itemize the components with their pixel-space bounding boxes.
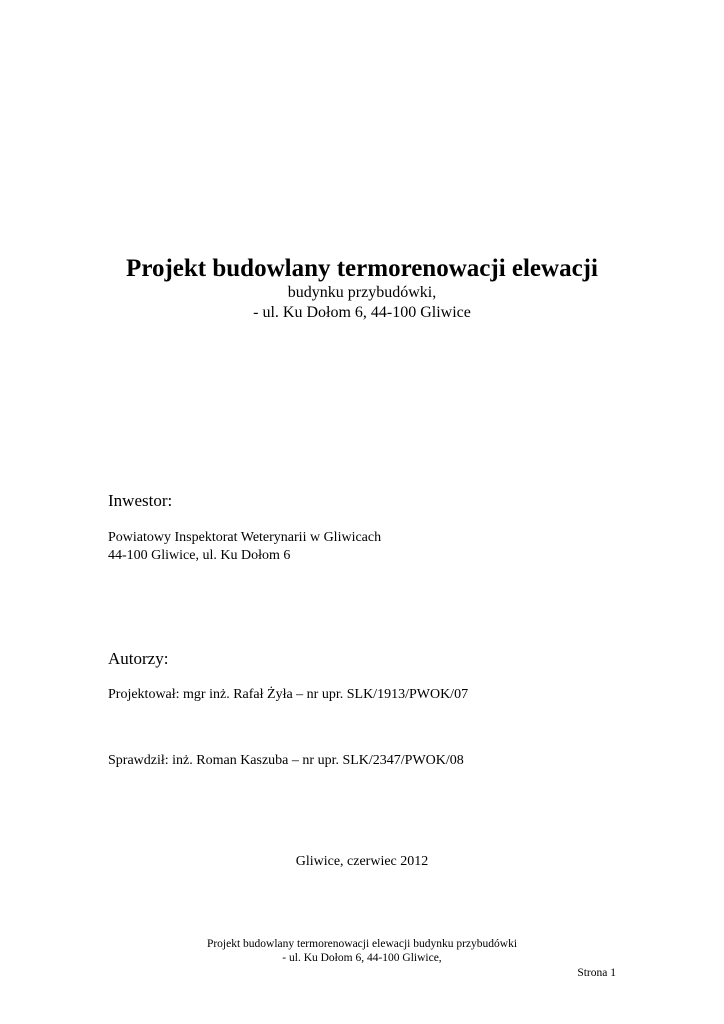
investor-address: 44-100 Gliwice, ul. Ku Dołom 6 bbox=[108, 548, 291, 563]
document-title: Projekt budowlany termorenowacji elewacji bbox=[126, 255, 598, 282]
authors-heading: Autorzy: bbox=[108, 649, 169, 668]
checker-line: Sprawdził: inż. Roman Kaszuba – nr upr. SLK/2347/PWOK/08 bbox=[108, 753, 464, 768]
document-subtitle-line2: - ul. Ku Dołom 6, 44-100 Gliwice bbox=[253, 304, 471, 321]
investor-name: Powiatowy Inspektorat Weterynarii w Gliwicach bbox=[108, 530, 382, 545]
place-date: Gliwice, czerwiec 2012 bbox=[295, 854, 429, 869]
designer-line: Projektował: mgr inż. Rafał Żyła – nr upr. SLK/1913/PWOK/07 bbox=[108, 687, 469, 702]
footer-line1: Projekt budowlany termorenowacji elewacji budynku przybudówki bbox=[206, 938, 518, 950]
document-subtitle-line1: budynku przybudówki, bbox=[287, 284, 437, 301]
investor-heading: Inwestor: bbox=[108, 491, 173, 510]
page-number: Strona 1 bbox=[577, 967, 616, 979]
footer-line2: - ul. Ku Dołom 6, 44-100 Gliwice, bbox=[282, 952, 442, 964]
